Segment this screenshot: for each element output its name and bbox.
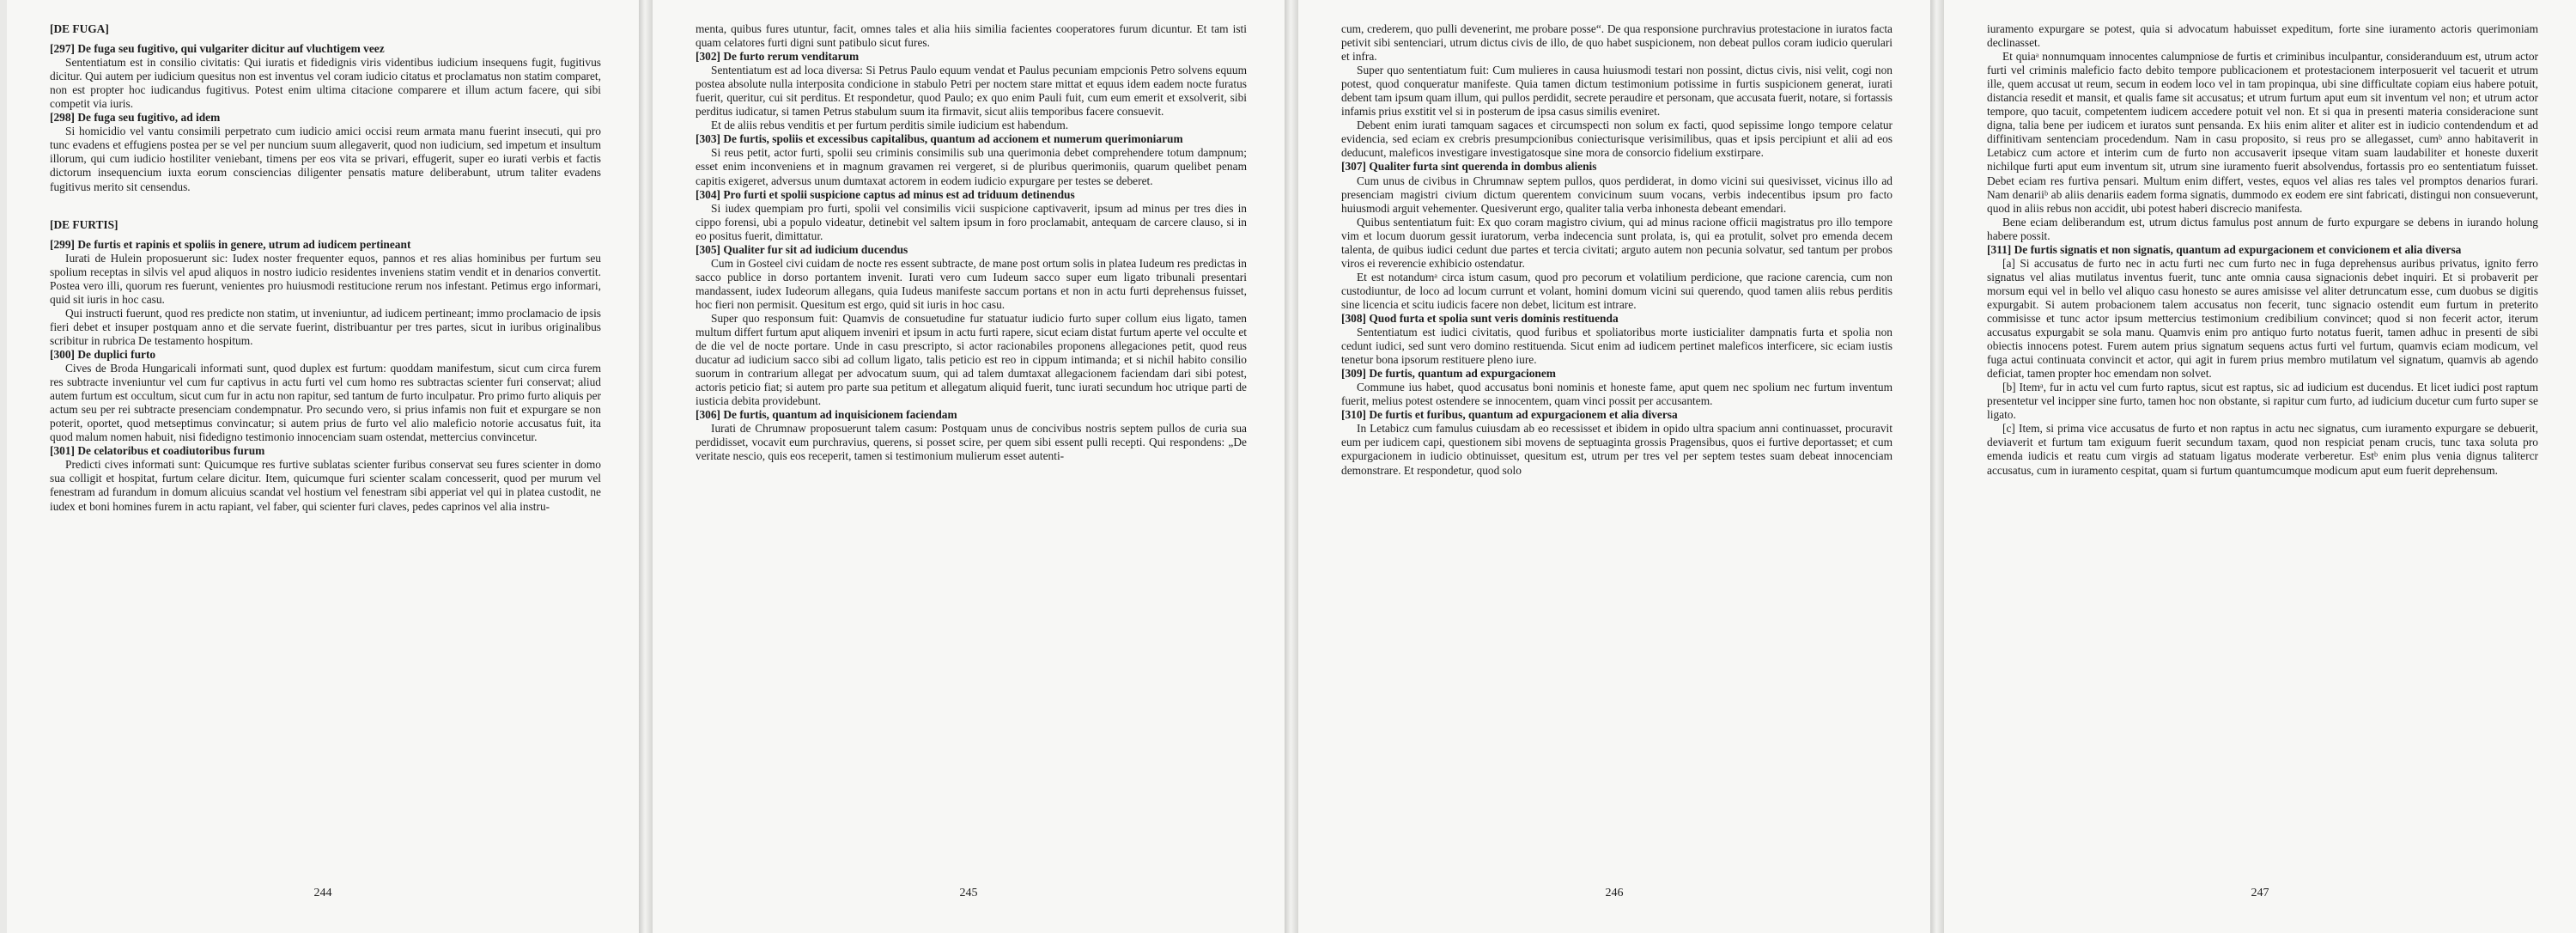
chapter-heading: [310] De furtis et furibus, quantum ad expurgacionem et alia diversa (1341, 408, 1678, 422)
paragraph: Super quo responsum fuit: Quamvis de consuetudine fur statuatur iudicio furto super collum eius ligato, tamen multum differt furtum aput aliquem inveniri et ipsum in actu furti rapere, sicut eciam distat furtum aperte vel occulte et de die vel de nocte portare. Unde in casu prescripto, si actor racionabiles proponens allegaciones petit, quod reus ducatur ad iudicium sacco sibi ad collum ligato, talis peticio est reo in cippum intimanda; et si nichil habito consilio suorum in contrarium allegat per advocatum suum, qui ad talem dumtaxat allegacionem faciendam dari sibi potest, actoris peticio fiat; si autem pro parte sua petitum et allegatum aliquid fuerit, tunc iurati secundum hoc utrique parti de iusticia debita providebunt. (696, 311, 1247, 408)
paragraph: Iurati de Hulein proposuerunt sic: Iudex noster frequenter equos, pannos et res alias hominibus per furtum seu spolium receptas in silvis vel apud aliquos in nostro iudicio residentes inveniens statim vendit et in denarios convertit. Postea vero illi, quorum res fuerunt, venientes pro huiusmodi restitucione rerum nos infestant. Petimus ergo informari, quid sit iuris in hoc casu. (50, 251, 601, 306)
page-245 (653, 0, 1285, 933)
paragraph: [b] Itemᵃ, fur in actu vel cum furto raptus, sicut est raptus, sic ad iudicium est ducendus. Et licet iudici post raptum presentetur vel incipper sine furto, tamen hoc non obstante, si rapitur cum furto, ad iudicium ducetur cum furto super se ligato. (1987, 381, 2538, 422)
page-number: 244 (313, 887, 332, 899)
paragraph: Sententiatum est ad loca diversa: Si Petrus Paulo equum vendat et Paulus pecuniam empcionis Petro solvens equum postea absolute nulla interposita condicione in stabulo Petri per noctem stare mittat et equus idem eadem nocte furatus fuerit, queritur, cui sit perditus. Et respondetur, quod Paulo; ex quo enim Pauli fuit, cum eum emerit et exsolverit, sibi perditus iudicatur, si tamen Petrus stabulum suum ita firmavit, sicut aliis temporibus facere consuevit. (696, 64, 1247, 119)
book-gutter (639, 0, 653, 933)
page-number: 246 (1605, 887, 1624, 899)
paragraph: [c] Item, si prima vice accusatus de furto et non raptus in actu nec signatus, cum iuramento expurgare se debuerit, deviaverit et furtum tam exiguum fuerit secundum taxam, quod non respiciat penam crucis, tunc taxa soluta pro emenda iudicis et reatu cum virgis ad statuam ligatus moderate verberetur. Estᵇ enim plus venia dignus talitercr accusatus, cum in iuramento cespitat, quam si furtum quantumcumque modicum aput eum fuerit deprehensum. (1987, 422, 2538, 477)
paragraph: Si iudex quempiam pro furti, spolii vel consimilis vicii suspicione captivaverit, ipsum ad minus per tres dies in cippo forensi, ubi a populo videatur, detinebit vel saltem ipsum in foro proclamabit, antequam de carcere clauso, si in eo positus fuerit, dimittatur. (696, 201, 1247, 242)
paragraph: Si reus petit, actor furti, spolii seu criminis consimilis sub una querimonia debet comprehendere totum dampnum; esset enim inconveniens et in magnum gravamen rei vergeret, si de pluribus querimoniis, quarum quelibet penam capitis exigeret, adversus unum dumtaxat actorem in eodem iudicio expurgare per testes se deberet. (696, 146, 1247, 187)
section-title: [DE FUGA] (50, 22, 109, 35)
paragraph: Iurati de Chrumnaw proposuerunt talem casum: Postquam unus de concivibus nostris septem pullos de curia sua perdidisset, vocavit eum purchravius, querens, si posset scire, per quem sibi essent pulli recepti. Qui respondens: „De veritate nescio, quis eos receperit, tamen si testimonium mulierum esset autenti- (696, 422, 1247, 463)
page-245-text (696, 22, 1247, 464)
paragraph: Super quo sententiatum fuit: Cum mulieres in causa huiusmodi testari non possint, dictus civis, nisi velit, cogi non potest, quod conqueratur manifeste. Quia tamen dictum testimonium potissime in furtis suspicionem generat, iurati debent tam ipsum quam illum, qui pullos perdidit, secrete peraudire et personam, que accusata fuerit, notare, si fortassis infamis prius exstitit vel si in posterum de ipsa casus similis eveniret. (1341, 64, 1893, 119)
chapter-heading: [309] De furtis, quantum ad expurgacionem (1341, 367, 1556, 381)
chapter-heading: [303] De furtis, spoliis et excessibus capitalibus, quantum ad accionem et numerum querimoniarum (696, 132, 1183, 146)
paragraph: Et est notandumᵃ circa istum casum, quod pro pecorum et volatilium perdicione, que racione carencia, cum non custodiuntur, de loco ad locum currunt et volant, homini domum vicini sui querendo, quod tamen aliis rebus perditis sine licencia et scitu iudicis facere non debet, licitum est intrare. (1341, 270, 1893, 311)
paragraph: Et quiaᵃ nonnumquam innocentes calumpniose de furtis et criminibus inculpantur, consideranduum est, utrum actor furti vel criminis maleficio facto debito tempore publicacionem et protestacionem interposuerit vel tacuerit et utrum ille, quem accusat ut reum, secum in eodem loco vel in tam propinqua, ubi sine difficultate copiam eius habere potuit, distancia resedit et mansit, et qualis fame sit accusatus; et utrum furtum aput eum sit inventum vel non; et utrum actor tempore, quo tacuit, competentem iudicem accedere potuit vel non. Et si qua in presenti materia consideracione sunt digna, talia bene per iudicem et iuratos sunt pensanda. Ex hiis enim aliter et aliter est in iudicio contendendum et ad diffinitivam sentenciam procedendum. Nam in casu proposito, si reus pro se allegasset, cumᵇ anno habitaverit in Letabicz cum actore et interim cum de furto non accusaverit ipseque vitam suam laudabiliter et honeste duxerit nichilque furti aput eum inventum sit, utrum sine iuramento fuerit absolvendus, fortassis pro eo sententiatum fuisset. Debet eciam res furtiva pensari. Multum enim differt, vestes, equos vel alias res tales vel promptos denarios furari. Nam denariiᵇ ab aliis denariis eadem forma signatis, dummodo ex eodem ere sint fabricati, distingui non consueverunt, quod in aliis rebus non accidit, ubi potest haberi discrecio manifesta. (1987, 50, 2538, 215)
paragraph: Quibus sententiatum fuit: Ex quo coram magistro civium, qui ad minus racione officii magistratus pro illo tempore vim et locum duorum gessit iuratorum, verba indecencia sunt prolata, is, qui ea protulit, solvet pro emenda decem talenta, de quibus iudici cedunt due partes et tercia civitati; arguto autem non pecunia solvatur, sed tantum per probos viros ei reverencie exhibicio ostendatur. (1341, 215, 1893, 270)
paragraph: Si homicidio vel vantu consimili perpetrato cum iudicio amici occisi reum armata manu fuerint insecuti, qui pro tunc evadens et effugiens postea per se vel per nuncium suum allegaverit, quod non iudicium, sed impetum et insultum illorum, qui cum iudicio hostiliter veniebant, timens per eos vita se privari, effugerit, super eo iurati verbis et factis dictorum insequencium iuxta eorum consciencias diligenter pensatis mature deliberabunt, utrum taliter evadens fugitivus merito sit censendus. (50, 125, 601, 193)
heading-gap (50, 232, 601, 238)
paragraph: Qui instructi fuerunt, quod res predicte non statim, ut inveniuntur, ad iudicem pertineant; immo proclamacio de ipsis fieri debet et insuper postquam anno et die servate fuerint, distribuantur per tres partes, sicut in iuribus originalibus scribitur in rubrica De testamento hospitum. (50, 306, 601, 347)
paragraph: Et de aliis rebus venditis et per furtum perditis simile iudicium est habendum. (711, 119, 1069, 132)
chapter-heading: [298] De fuga seu fugitivo, ad idem (50, 111, 221, 125)
page-246 (1298, 0, 1930, 933)
paragraph: Debent enim iurati tamquam sagaces et circumspecti non solum ex facti, quod sepissime longo tempore celatur evidencia, sed eciam ex crebris presumpcionibus coniecturisque verisimilibus, quas et ipsis percipiunt et alii ad eos deducunt, maleficos investigare investigatosque sine mora de consorcio fidelium exstirpare. (1341, 119, 1893, 160)
section-title: [DE FURTIS] (50, 217, 118, 231)
chapter-heading: [302] De furto rerum venditarum (696, 50, 860, 64)
spread-divider (1285, 0, 1298, 933)
continued-paragraph: menta, quibus fures utuntur, facit, omnes tales et alia hiis similia facientes cooperatores furum dicuntur. Et tam isti quam celatores furti digni sunt patibulo sicut fures. (696, 22, 1247, 50)
chapter-heading: [304] Pro furti et spolii suspicione captus ad minus est ad triduum detinendus (696, 187, 1075, 201)
page-number: 245 (959, 887, 978, 899)
paragraph: Sententiatum est iudici civitatis, quod furibus et spoliatoribus morte iusticialiter dampnatis furta et spolia non cedunt iudici, sed sunt vero domino restituenda. Sicut enim ad iudicem pertinet maleficos interficere, sic eciam iustis tenetur bona ipsorum restituere pleno iure. (1341, 326, 1893, 367)
chapter-heading: [311] De furtis signatis et non signatis, quantum ad expurgacionem et convicionem et alia diversa (1987, 242, 2462, 256)
paragraph: Cum unus de civibus in Chrumnaw septem pullos, quos perdiderat, in domo vicini sui quesivisset, vicinus illo ad presenciam magistri civium dictum querentem convicinum suum vocans, verbis indecentibus ipsum pro facto huiusmodi arguit vehementer. Quesiverunt ergo, qualiter talia verba inhonesta debeant emendari. (1341, 174, 1893, 215)
paragraph: In Letabicz cum famulus cuiusdam ab eo recessisset et ibidem in opido ultra spacium anni continuasset, procuravit eum per iudicem capi, questionem sibi movens de septuaginta grossis Pragensibus, quos ei furtive deportasset; et cum expurgacionem in iudicio obtinuisset, quesitum est, utrum per tres vel per septem testes suam debeat innocenciam demonstrare. Et respondetur, quod solo (1341, 422, 1893, 477)
chapter-heading: [308] Quod furta et spolia sunt veris dominis restituenda (1341, 311, 1619, 325)
chapter-heading: [297] De fuga seu fugitivo, qui vulgariter dicitur auf vluchtigem veez (50, 42, 385, 56)
chapter-heading: [300] De duplici furto (50, 347, 156, 361)
chapter-heading: [301] De celatoribus et coadiutoribus furum (50, 444, 265, 458)
page-246-text (1341, 22, 1893, 478)
paragraph: Cum in Gosteel civi cuidam de nocte res essent subtracte, de mane post ortum solis in platea Iudeum res predictas in sacco publice in dorso portantem invenit. Iurati vero cum Iudeum sacco super eum ligato tribunali presentari mandassent, iudex Iudeorum allegans, quia Iudeus manifeste saccum portans et non in actu furti deprehensus fuisset, hoc fieri non permisit. Quesitum est ergo, quid sit iuris in hoc casu. (696, 256, 1247, 311)
section-gap (50, 194, 601, 218)
book-gutter (1930, 0, 1944, 933)
paragraph: Predicti cives informati sunt: Quicumque res furtive sublatas scienter furibus conservat seu fures scienter in domo sua colligit et hospitat, furtum celare dicitur. Item, quicumque furi scienter scalam concesserit, quod per murum vel fenestram ad furandum in domum alicuius scandat vel hostium vel fenestram sibi apperiat vel qui in platea custodit, ne iudex et boni homines furem in actu rapiant, vel faber, qui scienter furi claves, pedes caprinos vel alia instru- (50, 458, 601, 513)
chapter-heading: [307] Qualiter furta sint querenda in dombus alienis (1341, 160, 1597, 174)
paragraph: Sententiatum est in consilio civitatis: Qui iuratis et fidedignis viris videntibus iudicium insequens fugit, fugitivus dicitur. Qui autem per iudicium quesitus non est inventus vel coram iudicio citatus et proclamatus non statim comparet, non est propter hoc iudicandus fugitivus. Potest enim ultima citacione comparere et illum actum facere, qui sibi competit via iuris. (50, 56, 601, 111)
chapter-heading: [305] Qualiter fur sit ad iudicium ducendus (696, 242, 908, 256)
continued-paragraph: iuramento expurgare se potest, quia si advocatum habuisset expeditum, forte sine iuramento actoris querimoniam declinasset. (1987, 22, 2538, 50)
paragraph: Commune ius habet, quod accusatus boni nominis et honeste fame, aput quem nec spolium nec furtum inventum fuerit, melius potest ostendere se innocentem, quam vinci possit per accusantem. (1341, 381, 1893, 408)
paragraph: [a] Si accusatus de furto nec in actu furti nec cum furto nec in fuga deprehensus auribus privatus, ignito ferro signatus vel alias mutilatus inventus fuerit, tunc ante omnia causa signacionis debet inquiri. Et si probaverit per morsum equi vel in bello vel aliquo casu honesto se aures amisisse vel aliter detruncatum esse, cum duobus se digitis expurgabit. Si autem probacionem talem accusatus non fecerit, tunc signacio ostendit eum furtum in preterito commisisse et tunc actor ipsum mettercius testimonium credibilium convincet; quod si non fecerit actor, iterum accusatus expurgabit se sola manu. Quamvis enim pro antiquo furto notatus fuerit, tamen adhuc in presenti de sibi obiectis innocens potest. Furem autem prius signatum sequens actus furti vel furtum, quamvis eciam modicum, vel fuga actui continuata convincit et actor, qui agit in furem prius membro mutilatum vel signatum, quamvis ab agendo deficiat, tamen propter hoc emendam non solvet. (1987, 256, 2538, 381)
continued-paragraph: cum, crederem, quo pulli devenerint, me probare posse“. De qua responsione purchravius protestacione in iuratos facta petivit sibi sentenciari, utrum dictus civis de illo, de quo habet suspicionem, non debeat pullos coram iudicio querulari et infra. (1341, 22, 1893, 64)
chapter-heading: [306] De furtis, quantum ad inquisicionem faciendam (696, 408, 957, 422)
page-247-text (1987, 22, 2538, 478)
page-244 (7, 0, 639, 933)
page-number: 247 (2251, 887, 2269, 899)
paragraph: Bene eciam deliberandum est, utrum dictus famulus post annum de furto expurgare se debens in iurando holung habere possit. (1987, 215, 2538, 242)
page-247 (1944, 0, 2576, 933)
heading-gap (50, 36, 601, 42)
page-244-text (50, 22, 601, 514)
chapter-heading: [299] De furtis et rapinis et spoliis in genere, utrum ad iudicem pertineant (50, 237, 411, 251)
paragraph: Cives de Broda Hungaricali informati sunt, quod duplex est furtum: quoddam manifestum, sicut cum circa furem res subtracte inveniuntur vel cum fur captivus in actu furti vel cum homo res subtractas scienter furi conservat; aliud autem furtum est occultum, sicut cum fur in actu non rapitur, sed tantum de furto inculpatur. Pro primo furto aliquis per actum seu per rei subtracte presenciam condempnatur. Pro secundo vero, si prius infamis non fuit et expurgare se non poterit, oportet, quod metseptimus convincatur; si autem prius de furto vel alio maleficio notorie accusatus fuit, ita quod malum nomen habuit, nisi fidedigno testimonio innocenciam suam ostendat, mettercius convincetur. (50, 362, 601, 444)
